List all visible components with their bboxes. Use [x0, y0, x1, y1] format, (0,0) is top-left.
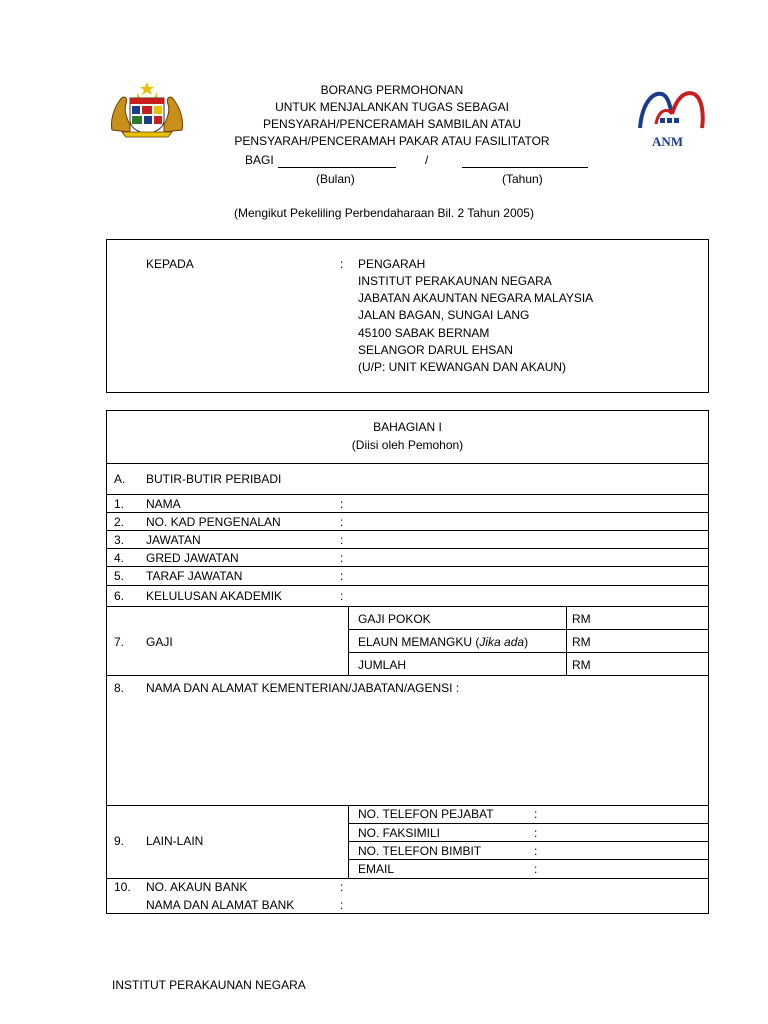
gaji-pokok-label: GAJI POKOK [358, 612, 431, 626]
agency-label: NAMA DAN ALAMAT KEMENTERIAN/JABATAN/AGENSI : [146, 681, 460, 695]
bulan-input-line[interactable] [278, 167, 396, 168]
row-divider [106, 463, 709, 464]
ic-number-colon: : [340, 515, 344, 529]
email-colon: : [534, 862, 538, 876]
row-divider [348, 652, 709, 653]
row-divider [106, 548, 709, 549]
ic-number-label: NO. KAD PENGENALAN [146, 515, 281, 529]
row-divider [106, 512, 709, 513]
gred-jawatan-label: GRED JAWATAN [146, 551, 239, 565]
slash-separator: / [425, 153, 429, 167]
row-number: 8. [114, 681, 125, 695]
recipient-line: INSTITUT PERAKAUNAN NEGARA [358, 274, 552, 288]
bank-account-label: NO. AKAUN BANK [146, 880, 248, 894]
faksimili-field[interactable] [546, 825, 702, 840]
telefon-bimbit-field[interactable] [546, 843, 702, 858]
taraf-jawatan-colon: : [340, 569, 344, 583]
row-number: 1. [114, 497, 125, 511]
bank-address-label: NAMA DAN ALAMAT BANK [146, 898, 295, 912]
bulan-label: (Bulan) [316, 172, 355, 186]
bank-address-field[interactable] [352, 897, 702, 912]
recipient-line: 45100 SABAK BERNAM [358, 326, 490, 340]
form-title-line-4: PENSYARAH/PENCERAMAH PAKAR ATAU FASILITATOR [234, 134, 550, 148]
row-number: 3. [114, 533, 125, 547]
jumlah-label: JUMLAH [358, 658, 407, 672]
row-divider [348, 859, 709, 860]
elaun-memangku-label: ELAUN MEMANGKU (Jika ada) [358, 635, 529, 649]
column-divider [566, 606, 567, 675]
taraf-jawatan-label: TARAF JAWATAN [146, 569, 243, 583]
anm-logo-text: ANM [652, 134, 684, 149]
bank-address-colon: : [340, 898, 344, 912]
gaji-label: GAJI [146, 635, 173, 649]
gred-jawatan-colon: : [340, 551, 344, 565]
row-number: 7. [114, 635, 125, 649]
ic-number-field[interactable] [352, 514, 702, 529]
jumlah-field[interactable] [596, 655, 704, 673]
row-divider [106, 530, 709, 531]
telefon-pejabat-field[interactable] [546, 806, 702, 821]
recipient-line: PENGARAH [358, 257, 426, 271]
kelulusan-colon: : [340, 589, 344, 603]
bagi-label: BAGI [245, 153, 274, 167]
agency-address-field[interactable] [146, 700, 702, 800]
jawatan-label: JAWATAN [146, 533, 201, 547]
row-number: 10. [114, 880, 131, 894]
faksimili-colon: : [534, 826, 538, 840]
column-divider [348, 805, 349, 878]
elaun-memangku-field[interactable] [596, 632, 704, 650]
recipient-line: (U/P: UNIT KEWANGAN DAN AKAUN) [358, 360, 567, 374]
nama-colon: : [340, 497, 344, 511]
form-title-line-3: PENSYARAH/PENCERAMAH SAMBILAN ATAU [262, 117, 522, 131]
gaji-pokok-currency: RM [572, 612, 591, 626]
row-number: 9. [114, 834, 125, 848]
section-a-label: BUTIR-BUTIR PERIBADI [146, 472, 282, 486]
kelulusan-label: KELULUSAN AKADEMIK [146, 589, 283, 603]
row-divider [106, 675, 709, 676]
kelulusan-field[interactable] [352, 588, 702, 604]
nama-field[interactable] [352, 496, 702, 511]
row-number: 5. [114, 569, 125, 583]
gred-jawatan-field[interactable] [352, 550, 702, 565]
row-divider [106, 494, 709, 495]
tahun-input-line[interactable] [462, 167, 588, 168]
form-title-line-2: UNTUK MENJALANKAN TUGAS SEBAGAI [275, 100, 509, 114]
nama-label: NAMA [146, 497, 181, 511]
kepada-colon: : [340, 257, 344, 271]
telefon-pejabat-colon: : [534, 807, 538, 821]
section-title: BAHAGIAN I [373, 420, 442, 434]
faksimili-label: NO. FAKSIMILI [358, 826, 441, 840]
bank-account-colon: : [340, 880, 344, 894]
row-divider [348, 823, 709, 824]
jawatan-colon: : [340, 533, 344, 547]
elaun-memangku-currency: RM [572, 635, 591, 649]
jumlah-currency: RM [572, 658, 591, 672]
gaji-pokok-field[interactable] [596, 609, 704, 627]
kepada-label: KEPADA [146, 257, 194, 271]
row-divider [106, 606, 709, 607]
form-title: BORANG PERMOHONAN [320, 83, 464, 97]
email-label: EMAIL [358, 862, 395, 876]
row-number: 4. [114, 551, 125, 565]
recipient-line: SELANGOR DARUL EHSAN [358, 343, 513, 357]
circular-reference: (Mengikut Pekeliling Perbendaharaan Bil. 2 Tahun 2005) [234, 206, 534, 220]
taraf-jawatan-field[interactable] [352, 568, 702, 583]
row-divider [106, 566, 709, 567]
tahun-label: (Tahun) [502, 172, 543, 186]
row-number: 2. [114, 515, 125, 529]
section-subtitle: (Diisi oleh Pemohon) [351, 438, 464, 452]
section-a-number: A. [114, 472, 126, 486]
telefon-bimbit-colon: : [534, 844, 538, 858]
lain-lain-label: LAIN-LAIN [146, 834, 204, 848]
recipient-line: JABATAN AKAUNTAN NEGARA MALAYSIA [358, 291, 594, 305]
email-field[interactable] [546, 861, 702, 876]
anm-logo-icon [636, 84, 708, 150]
jawatan-field[interactable] [352, 532, 702, 547]
telefon-pejabat-label: NO. TELEFON PEJABAT [358, 807, 494, 821]
telefon-bimbit-label: NO. TELEFON BIMBIT [358, 844, 482, 858]
bank-account-field[interactable] [352, 879, 702, 894]
row-divider [348, 629, 709, 630]
row-divider [106, 585, 709, 586]
footer-institution: INSTITUT PERAKAUNAN NEGARA [112, 978, 306, 992]
row-divider [348, 841, 709, 842]
column-divider [348, 606, 349, 675]
recipient-line: JALAN BAGAN, SUNGAI LANG [358, 308, 530, 322]
malaysia-coat-of-arms-icon [108, 80, 186, 138]
row-number: 6. [114, 589, 125, 603]
